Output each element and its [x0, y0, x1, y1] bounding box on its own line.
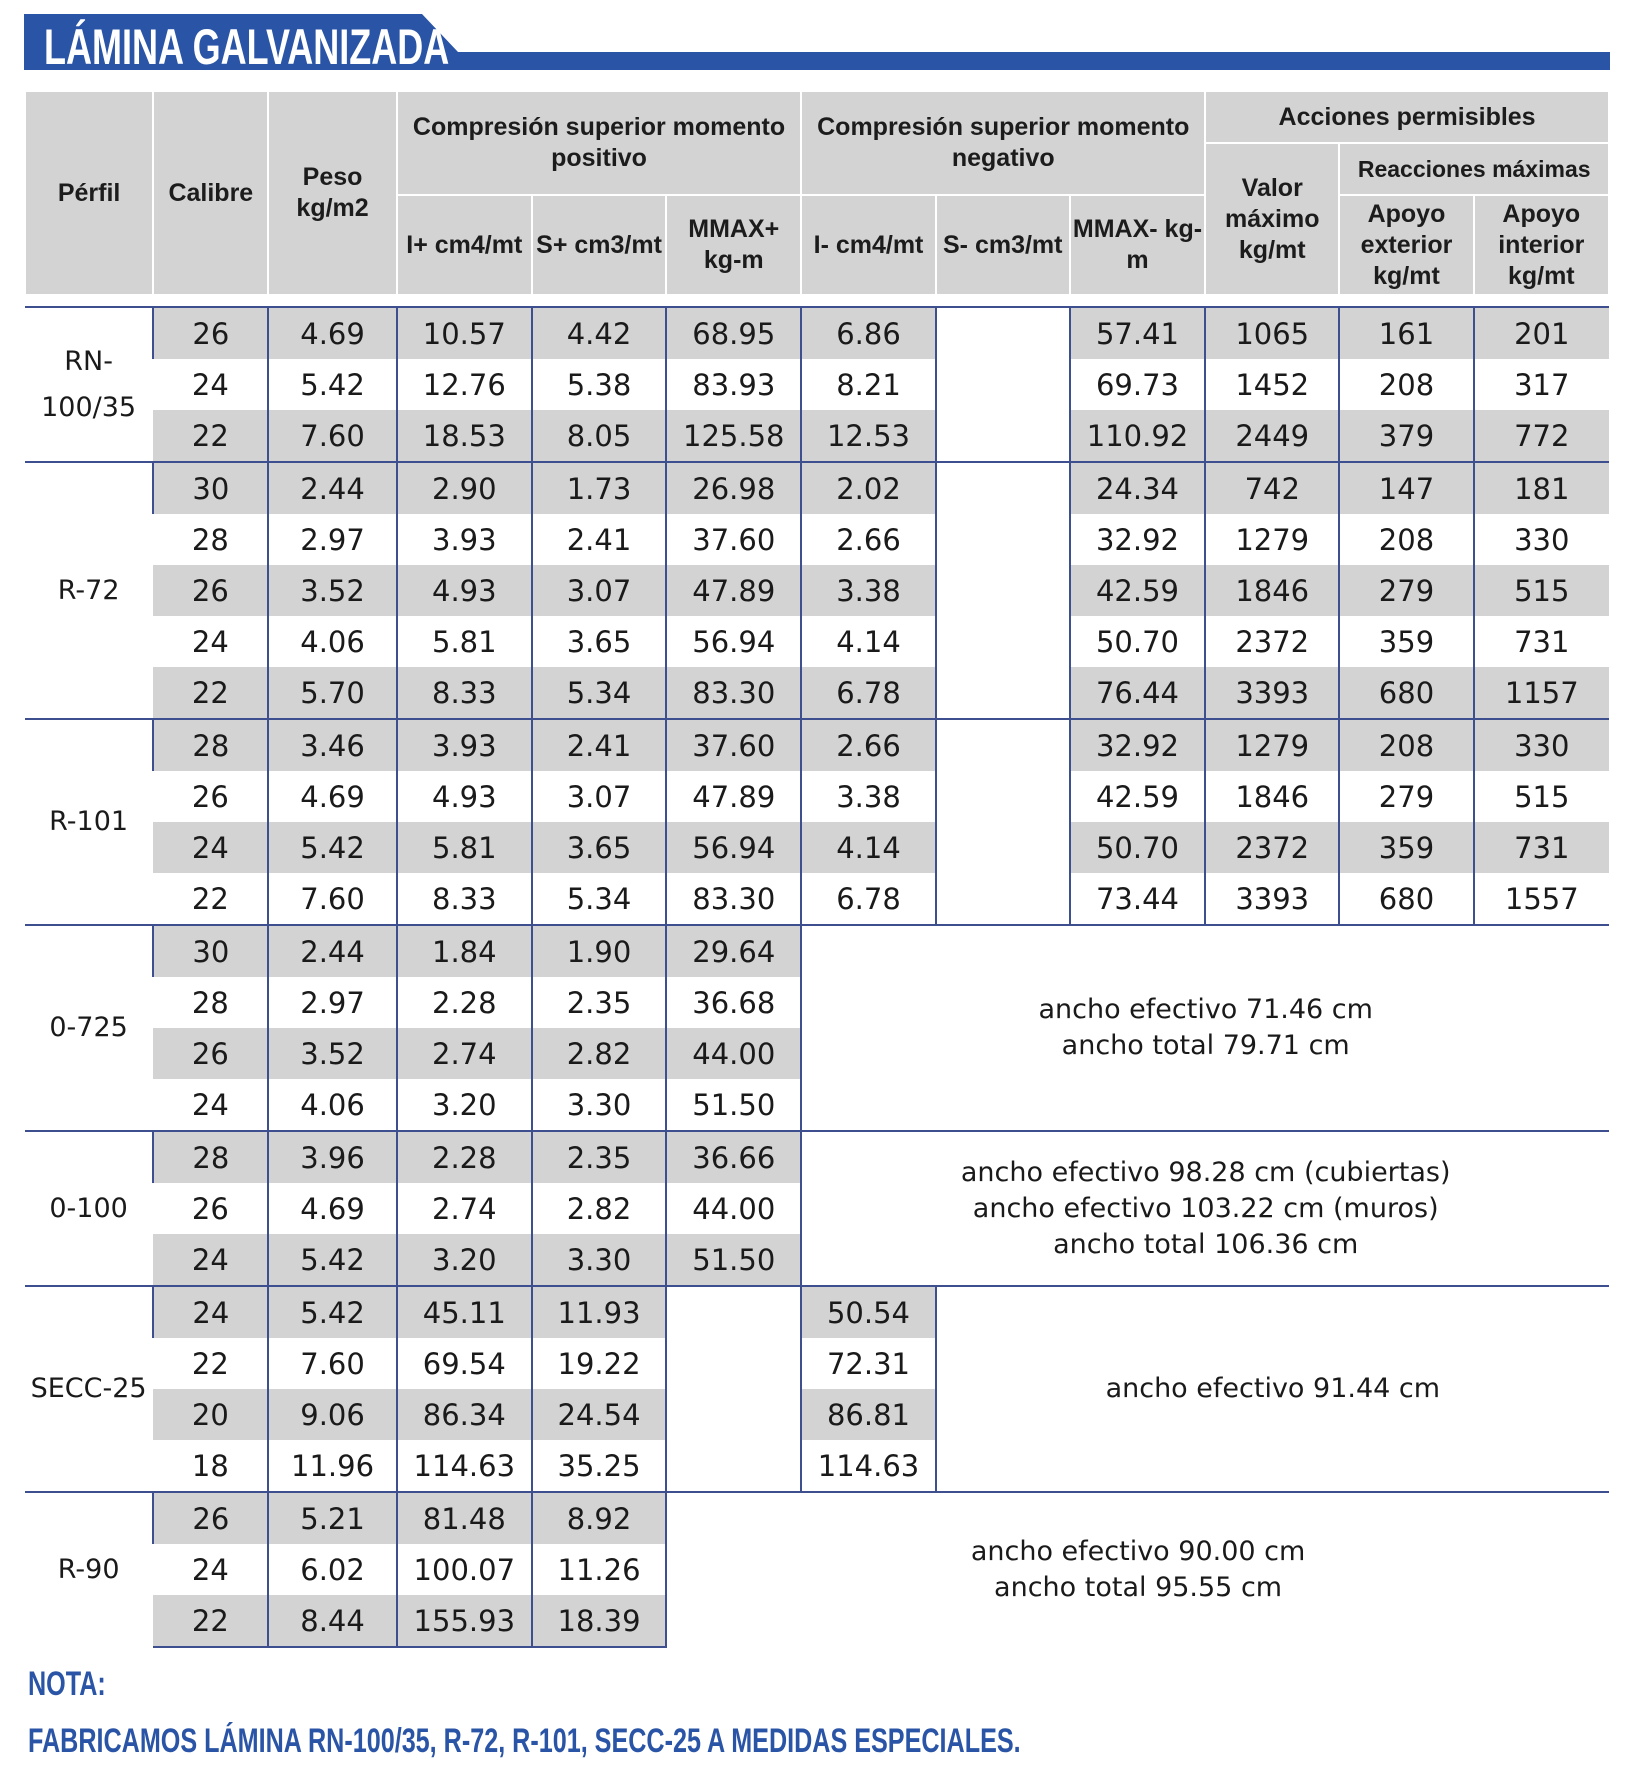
cell-apoyo-ext: 208 — [1339, 514, 1473, 565]
cell-valor: 1279 — [1205, 514, 1339, 565]
cell-s-pos: 19.22 — [532, 1338, 666, 1389]
cell-peso: 2.44 — [268, 462, 396, 514]
cell-valor: 742 — [1205, 462, 1339, 514]
cell-i-neg: 6.86 — [801, 307, 935, 359]
cell-s-pos: 18.39 — [532, 1595, 666, 1647]
nota-text: FABRICAMOS LÁMINA RN-100/35, R-72, R-101, SECC-25 A MEDIDAS ESPECIALES. — [28, 1722, 1021, 1760]
cell-i-pos: 45.11 — [397, 1286, 532, 1338]
cell-s-pos: 4.42 — [532, 307, 666, 359]
cell-i-neg: 6.78 — [801, 873, 935, 925]
cell-peso: 8.44 — [268, 1595, 396, 1647]
cell-i-pos: 8.33 — [397, 873, 532, 925]
note-line: ancho total 95.55 cm — [994, 1572, 1283, 1603]
cell-mmax-neg: 73.44 — [1070, 873, 1205, 925]
group-note — [801, 925, 1609, 1131]
group-header-positive: Compresión superior momento positivo — [397, 91, 802, 195]
cell-mmax-pos: 37.60 — [666, 719, 801, 771]
table-row — [25, 514, 1609, 565]
cell-apoyo-ext: 208 — [1339, 719, 1473, 771]
cell-peso: 5.42 — [268, 1234, 396, 1286]
cell-s-pos: 1.73 — [532, 462, 666, 514]
cell-peso: 11.96 — [268, 1440, 396, 1492]
table-row — [25, 307, 1609, 359]
cell-mmax-pos: 56.94 — [666, 616, 801, 667]
group-note — [936, 1286, 1609, 1492]
cell-mmax-neg: 42.59 — [1070, 565, 1205, 616]
cell-i-pos: 5.81 — [397, 822, 532, 873]
cell-i-pos: 4.93 — [397, 771, 532, 822]
table-row — [25, 925, 1609, 977]
cell-s-pos: 3.65 — [532, 822, 666, 873]
cell-i-pos: 155.93 — [397, 1595, 532, 1647]
cell-calibre: 26 — [153, 1492, 268, 1544]
cell-i-pos: 81.48 — [397, 1492, 532, 1544]
cell-s-neg — [936, 462, 1070, 514]
cell-i-neg: 86.81 — [801, 1389, 935, 1440]
cell-peso: 4.06 — [268, 616, 396, 667]
cell-i-neg: 50.54 — [801, 1286, 935, 1338]
cell-calibre: 22 — [153, 410, 268, 462]
cell-peso: 5.42 — [268, 1286, 396, 1338]
cell-calibre: 24 — [191, 1552, 229, 1587]
col-header-perfil: Pérfil — [25, 91, 153, 295]
cell-peso: 3.52 — [268, 1028, 396, 1079]
cell-apoyo-int: 515 — [1474, 565, 1609, 616]
cell-calibre: 26 — [191, 1191, 229, 1226]
table-row — [25, 359, 1609, 410]
cell-calibre: 28 — [153, 1131, 268, 1183]
cell-s-neg — [936, 822, 1070, 873]
cell-calibre: 24 — [153, 822, 268, 873]
cell-valor: 1846 — [1205, 565, 1339, 616]
cell-valor: 3393 — [1205, 667, 1339, 719]
cell-i-pos: 3.93 — [397, 719, 532, 771]
nota-label: NOTA: — [28, 1665, 106, 1703]
col-header-apoyo-interior: Apoyo interior kg/mt — [1474, 195, 1609, 295]
cell-i-neg: 72.31 — [801, 1338, 935, 1389]
cell-mmax-pos: 36.68 — [666, 977, 801, 1028]
cell-s-neg — [936, 719, 1070, 771]
cell-mmax-pos: 29.64 — [666, 925, 801, 977]
cell-s-pos: 24.54 — [532, 1389, 666, 1440]
cell-i-neg: 3.38 — [801, 771, 935, 822]
table-row — [25, 1131, 1609, 1183]
cell-peso: 9.06 — [268, 1389, 396, 1440]
cell-mmax-pos: 83.30 — [666, 873, 801, 925]
cell-s-pos: 3.30 — [532, 1079, 666, 1131]
note-line: ancho efectivo 71.46 cm — [1038, 994, 1373, 1025]
cell-s-neg — [936, 565, 1070, 616]
cell-apoyo-int: 772 — [1474, 410, 1609, 462]
cell-mmax-neg: 57.41 — [1070, 307, 1205, 359]
note-line: ancho efectivo 91.44 cm — [1105, 1373, 1441, 1404]
cell-i-pos: 3.93 — [397, 514, 532, 565]
cell-calibre: 22 — [191, 881, 229, 916]
table-row — [25, 410, 1609, 462]
col-header-apoyo-exterior: Apoyo exterior kg/mt — [1339, 195, 1473, 295]
cell-s-pos: 3.07 — [532, 771, 666, 822]
perfil-cell: R-72 — [25, 462, 153, 719]
cell-i-pos: 3.20 — [397, 1079, 532, 1131]
cell-i-neg: 2.66 — [801, 719, 935, 771]
cell-s-pos: 8.05 — [532, 410, 666, 462]
cell-mmax-pos: 47.89 — [666, 771, 801, 822]
cell-mmax-neg: 110.92 — [1070, 410, 1205, 462]
cell-calibre: 28 — [191, 522, 229, 557]
cell-peso: 4.69 — [268, 307, 396, 359]
cell-apoyo-ext: 161 — [1339, 307, 1473, 359]
cell-calibre: 28 — [191, 985, 229, 1020]
cell-i-neg: 12.53 — [801, 410, 935, 462]
table-row — [25, 667, 1609, 719]
col-header-calibre: Calibre — [153, 91, 268, 295]
cell-i-pos: 2.28 — [397, 1131, 532, 1183]
cell-s-pos: 5.34 — [532, 873, 666, 925]
cell-i-pos: 10.57 — [397, 307, 532, 359]
cell-calibre: 22 — [153, 667, 268, 719]
cell-valor: 3393 — [1205, 873, 1339, 925]
cell-mmax-pos: 44.00 — [666, 1183, 801, 1234]
cell-i-neg: 6.78 — [801, 667, 935, 719]
col-header-valor: Valor máximo kg/mt — [1205, 143, 1339, 295]
cell-s-neg — [936, 667, 1070, 719]
col-header-mmax-pos: MMAX+ kg-m — [666, 195, 801, 295]
cell-peso: 3.96 — [268, 1131, 396, 1183]
cell-peso: 7.60 — [268, 410, 396, 462]
cell-mmax-pos: 36.66 — [666, 1131, 801, 1183]
cell-i-pos: 8.33 — [397, 667, 532, 719]
cell-mmax-pos: 51.50 — [666, 1234, 801, 1286]
cell-s-neg — [936, 359, 1070, 410]
cell-calibre: 30 — [153, 462, 268, 514]
cell-i-neg: 3.38 — [801, 565, 935, 616]
cell-s-neg — [936, 616, 1070, 667]
cell-s-pos: 2.35 — [532, 1131, 666, 1183]
cell-calibre: 26 — [191, 779, 229, 814]
cell-s-pos: 3.65 — [532, 616, 666, 667]
cell-i-pos: 3.20 — [397, 1234, 532, 1286]
cell-apoyo-ext: 359 — [1339, 822, 1473, 873]
note-line: ancho total 79.71 cm — [1061, 1030, 1350, 1061]
cell-i-pos: 12.76 — [397, 359, 532, 410]
cell-s-neg — [936, 514, 1070, 565]
cell-i-neg: 2.66 — [801, 514, 935, 565]
perfil-cell: R-101 — [25, 719, 153, 925]
cell-calibre: 24 — [153, 1286, 268, 1338]
group-header-reacciones: Reacciones máximas — [1339, 143, 1609, 195]
cell-i-pos: 69.54 — [397, 1338, 532, 1389]
note-line: ancho efectivo 90.00 cm — [970, 1536, 1306, 1567]
table-row — [25, 616, 1609, 667]
cell-peso: 7.60 — [268, 873, 396, 925]
cell-peso: 7.60 — [268, 1338, 396, 1389]
cell-peso: 3.52 — [268, 565, 396, 616]
cell-mmax-pos: 51.50 — [666, 1079, 801, 1131]
cell-mmax-pos: 125.58 — [666, 410, 801, 462]
cell-mmax-neg: 50.70 — [1070, 616, 1205, 667]
cell-s-pos: 35.25 — [532, 1440, 666, 1492]
col-header-s-pos: S+ cm3/mt — [532, 195, 666, 295]
cell-i-neg: 2.02 — [801, 462, 935, 514]
cell-mmax-pos-empty — [666, 1286, 801, 1492]
cell-mmax-pos: 37.60 — [666, 514, 801, 565]
table-row — [25, 719, 1609, 771]
cell-valor: 1279 — [1205, 719, 1339, 771]
cell-apoyo-ext: 680 — [1339, 667, 1473, 719]
perfil-cell: 0-100 — [25, 1131, 153, 1286]
cell-peso: 4.06 — [268, 1079, 396, 1131]
cell-i-pos: 5.81 — [397, 616, 532, 667]
cell-apoyo-ext: 279 — [1339, 565, 1473, 616]
cell-i-pos: 2.90 — [397, 462, 532, 514]
spec-table-body — [25, 295, 1609, 1647]
cell-apoyo-ext: 680 — [1339, 873, 1473, 925]
table-row — [25, 822, 1609, 873]
cell-apoyo-ext: 147 — [1339, 462, 1473, 514]
col-header-s-neg: S- cm3/mt — [936, 195, 1070, 295]
col-header-i-neg: I- cm4/mt — [801, 195, 935, 295]
cell-peso: 5.42 — [268, 822, 396, 873]
perfil-cell: 0-725 — [25, 925, 153, 1131]
cell-valor: 1452 — [1205, 359, 1339, 410]
cell-s-pos: 2.41 — [532, 514, 666, 565]
cell-s-pos: 2.82 — [532, 1183, 666, 1234]
cell-peso: 3.46 — [268, 719, 396, 771]
note-line: ancho total 106.36 cm — [1053, 1228, 1359, 1260]
cell-i-pos: 86.34 — [397, 1389, 532, 1440]
cell-valor: 2372 — [1205, 822, 1339, 873]
table-row — [25, 873, 1609, 925]
cell-mmax-pos: 83.93 — [666, 359, 801, 410]
cell-peso: 5.70 — [268, 667, 396, 719]
cell-s-pos: 2.41 — [532, 719, 666, 771]
table-row — [25, 462, 1609, 514]
cell-valor: 1065 — [1205, 307, 1339, 359]
cell-s-neg — [936, 307, 1070, 359]
perfil-cell: RN-100/35 — [25, 307, 153, 462]
cell-calibre: 20 — [153, 1389, 268, 1440]
cell-calibre: 18 — [191, 1448, 229, 1483]
cell-apoyo-int: 515 — [1474, 771, 1609, 822]
cell-apoyo-int: 731 — [1474, 822, 1609, 873]
table-row — [25, 1286, 1609, 1338]
cell-s-pos: 2.35 — [532, 977, 666, 1028]
cell-i-pos: 2.28 — [397, 977, 532, 1028]
cell-s-pos: 5.38 — [532, 359, 666, 410]
cell-apoyo-int: 731 — [1474, 616, 1609, 667]
group-note — [666, 1492, 1609, 1647]
cell-i-pos: 114.63 — [397, 1440, 532, 1492]
cell-mmax-neg: 32.92 — [1070, 514, 1205, 565]
spec-table — [24, 90, 1610, 1648]
col-header-peso: Peso kg/m2 — [268, 91, 396, 295]
cell-apoyo-ext: 208 — [1339, 359, 1473, 410]
group-header-negative: Compresión superior momento negativo — [801, 91, 1205, 195]
cell-s-neg — [936, 873, 1070, 925]
title-banner — [24, 14, 1610, 78]
cell-i-neg: 4.14 — [801, 616, 935, 667]
cell-mmax-pos: 44.00 — [666, 1028, 801, 1079]
cell-s-pos: 11.26 — [532, 1544, 666, 1595]
group-header-acciones: Acciones permisibles — [1205, 91, 1609, 143]
cell-calibre: 26 — [153, 307, 268, 359]
cell-mmax-neg: 42.59 — [1070, 771, 1205, 822]
cell-mmax-neg: 32.92 — [1070, 719, 1205, 771]
page-title: LÁMINA GALVANIZADA — [44, 19, 450, 75]
cell-peso: 2.44 — [268, 925, 396, 977]
cell-s-pos: 1.90 — [532, 925, 666, 977]
cell-s-pos: 8.92 — [532, 1492, 666, 1544]
cell-valor: 2372 — [1205, 616, 1339, 667]
perfil-cell: SECC-25 — [25, 1286, 153, 1492]
cell-peso: 4.69 — [268, 1183, 396, 1234]
cell-mmax-pos: 26.98 — [666, 462, 801, 514]
cell-s-pos: 11.93 — [532, 1286, 666, 1338]
cell-mmax-pos: 56.94 — [666, 822, 801, 873]
cell-peso: 2.97 — [268, 514, 396, 565]
perfil-cell: R-90 — [25, 1492, 153, 1647]
cell-apoyo-int: 181 — [1474, 462, 1609, 514]
cell-i-neg: 4.14 — [801, 822, 935, 873]
cell-calibre: 24 — [191, 367, 229, 402]
cell-apoyo-ext: 379 — [1339, 410, 1473, 462]
cell-i-pos: 2.74 — [397, 1028, 532, 1079]
cell-calibre: 22 — [153, 1595, 268, 1647]
col-header-mmax-neg: MMAX- kg-m — [1070, 195, 1205, 295]
cell-peso: 5.21 — [268, 1492, 396, 1544]
cell-i-neg: 8.21 — [801, 359, 935, 410]
cell-s-pos: 3.30 — [532, 1234, 666, 1286]
cell-i-pos: 2.74 — [397, 1183, 532, 1234]
cell-calibre: 24 — [191, 624, 229, 659]
cell-s-pos: 3.07 — [532, 565, 666, 616]
cell-i-neg: 114.63 — [801, 1440, 935, 1492]
cell-peso: 6.02 — [268, 1544, 396, 1595]
cell-calibre: 22 — [191, 1346, 229, 1381]
cell-calibre: 24 — [191, 1087, 229, 1122]
cell-mmax-neg: 50.70 — [1070, 822, 1205, 873]
cell-i-pos: 18.53 — [397, 410, 532, 462]
table-row — [25, 771, 1609, 822]
cell-peso: 5.42 — [268, 359, 396, 410]
cell-mmax-pos: 83.30 — [666, 667, 801, 719]
cell-apoyo-int: 201 — [1474, 307, 1609, 359]
cell-mmax-neg: 24.34 — [1070, 462, 1205, 514]
group-note — [801, 1131, 1609, 1286]
cell-apoyo-int: 330 — [1474, 514, 1609, 565]
cell-calibre: 26 — [153, 565, 268, 616]
cell-mmax-neg: 69.73 — [1070, 359, 1205, 410]
cell-apoyo-int: 1157 — [1474, 667, 1609, 719]
note-line: ancho efectivo 103.22 cm (muros) — [972, 1192, 1439, 1224]
cell-apoyo-ext: 279 — [1339, 771, 1473, 822]
cell-apoyo-int: 317 — [1474, 359, 1609, 410]
cell-mmax-pos: 68.95 — [666, 307, 801, 359]
cell-s-pos: 5.34 — [532, 667, 666, 719]
table-row — [25, 565, 1609, 616]
cell-peso: 2.97 — [268, 977, 396, 1028]
cell-calibre: 28 — [153, 719, 268, 771]
cell-peso: 4.69 — [268, 771, 396, 822]
table-row — [25, 1492, 1609, 1544]
cell-mmax-neg: 76.44 — [1070, 667, 1205, 719]
cell-valor: 1846 — [1205, 771, 1339, 822]
cell-calibre: 26 — [153, 1028, 268, 1079]
cell-calibre: 24 — [153, 1234, 268, 1286]
cell-calibre: 30 — [153, 925, 268, 977]
note-line: ancho efectivo 98.28 cm (cubiertas) — [960, 1156, 1451, 1188]
cell-i-pos: 1.84 — [397, 925, 532, 977]
cell-s-pos: 2.82 — [532, 1028, 666, 1079]
cell-apoyo-int: 330 — [1474, 719, 1609, 771]
cell-s-neg — [936, 410, 1070, 462]
col-header-i-pos: I+ cm4/mt — [397, 195, 532, 295]
cell-i-pos: 100.07 — [397, 1544, 532, 1595]
cell-apoyo-int: 1557 — [1474, 873, 1609, 925]
cell-apoyo-ext: 359 — [1339, 616, 1473, 667]
cell-valor: 2449 — [1205, 410, 1339, 462]
cell-i-pos: 4.93 — [397, 565, 532, 616]
cell-mmax-pos: 47.89 — [666, 565, 801, 616]
cell-s-neg — [936, 771, 1070, 822]
